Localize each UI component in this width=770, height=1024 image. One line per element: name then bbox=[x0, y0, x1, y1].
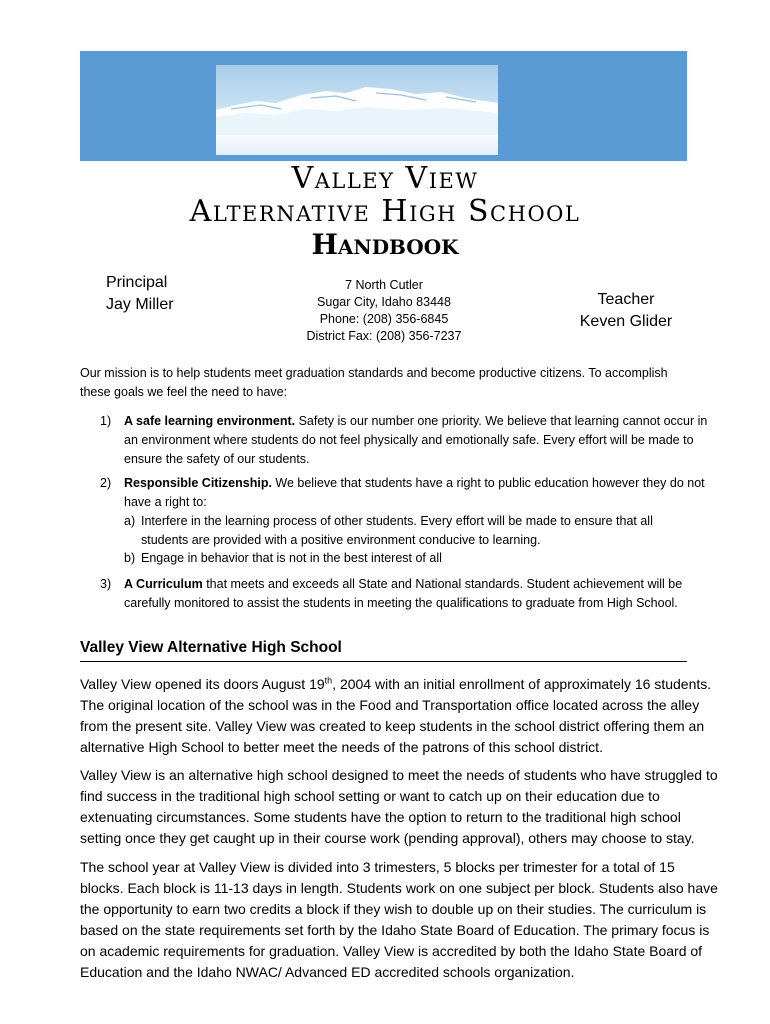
mission-statement: Our mission is to help students meet graduation standards and become productive citizens. To accomplish these goals we feel the need to have: bbox=[80, 366, 668, 399]
title-line-3: Handbook bbox=[311, 228, 459, 261]
header-banner bbox=[80, 51, 687, 161]
sub-number: b) bbox=[124, 551, 136, 565]
sub-text: Engage in behavior that is not in the best interest of all bbox=[141, 551, 442, 565]
principal-role: Principal bbox=[106, 274, 168, 291]
paragraph-history-sup: th bbox=[324, 675, 333, 686]
goal-text: that meets and exceeds all State and National standards. Student achievement will be carefully monitored to assist the students in meeting the qualifications to graduate from High School. bbox=[124, 577, 683, 610]
paragraph-history bbox=[80, 674, 720, 758]
goal-text: We believe that students have a right to public education however they do not have a right to: bbox=[124, 476, 705, 509]
principal-block bbox=[106, 272, 174, 316]
address-phone: Phone: (208) 356-6845 bbox=[319, 312, 449, 326]
address-fax: District Fax: (208) 356-7237 bbox=[306, 329, 462, 343]
teacher-role: Teacher bbox=[597, 291, 655, 308]
goal-number: 2) bbox=[100, 476, 112, 490]
goal-text: Safety is our number one priority. We believe that learning cannot occur in an environment where students do not feel physically and emotionally safe. Every effort will be made to ensure the safety of our students. bbox=[124, 414, 708, 466]
goal-body bbox=[124, 575, 709, 613]
sub-number: a) bbox=[124, 514, 136, 528]
address-city: Sugar City, Idaho 83448 bbox=[317, 295, 451, 309]
goal-number: 1) bbox=[100, 414, 112, 428]
goal-body bbox=[124, 474, 709, 512]
mountain-graphic bbox=[216, 65, 498, 155]
goal-title: A Curriculum bbox=[124, 577, 203, 591]
goal-body bbox=[124, 412, 709, 469]
title-line-1: Valley View bbox=[291, 161, 479, 196]
address-block bbox=[284, 277, 484, 345]
snowy-mountain-image bbox=[216, 65, 498, 155]
goal-title: A safe learning environment. bbox=[124, 414, 296, 428]
paragraph-history-rest: , 2004 with an initial enrollment of approximately 16 students. The original location of the school was in the Food and Transportation office located across the alley from the present site. Valley View was created to keep students in the school district offering them an alternative High School to better meet the needs of the patrons of this school district. bbox=[80, 676, 712, 755]
paragraph-history-start: Valley View opened its doors August 19 bbox=[80, 676, 325, 692]
principal-name: Jay Miller bbox=[106, 296, 174, 313]
section-heading: Valley View Alternative High School bbox=[80, 638, 687, 662]
paragraph-purpose: Valley View is an alternative high school designed to meet the needs of students who have struggled to find success in the traditional high school setting or want to catch up on their education due to extenuating circumstances. Some students have the option to return to the traditional high school setting once they get caught up in their course work (pending approval), others may choose to stay. bbox=[80, 767, 718, 846]
address-street: 7 North Cutler bbox=[345, 278, 423, 292]
paragraph-schedule: The school year at Valley View is divided into 3 trimesters, 5 blocks per trimester for a total of 15 blocks. Each block is 11-13 days in length. Students work on one subject per block. Students also have the opportunity to earn two credits a block if they wish to double up on their studies. The curriculum is based on the state requirements set forth by the Idaho State Board of Education. The primary focus is on academic requirements for graduation. Valley View is accredited by both the Idaho State Board of Education and the Idaho NWAC/ Advanced ED accredited schools organization. bbox=[80, 859, 718, 980]
sub-text: Interfere in the learning process of other students. Every effort will be made to ensure that all students are provided with a positive environment conducive to learning. bbox=[141, 514, 653, 547]
teacher-name: Keven Glider bbox=[579, 313, 673, 330]
title-line-2: Alternative High School bbox=[189, 194, 581, 229]
goal-title: Responsible Citizenship. bbox=[124, 476, 272, 490]
goal-number: 3) bbox=[100, 577, 112, 591]
teacher-block bbox=[565, 289, 687, 333]
